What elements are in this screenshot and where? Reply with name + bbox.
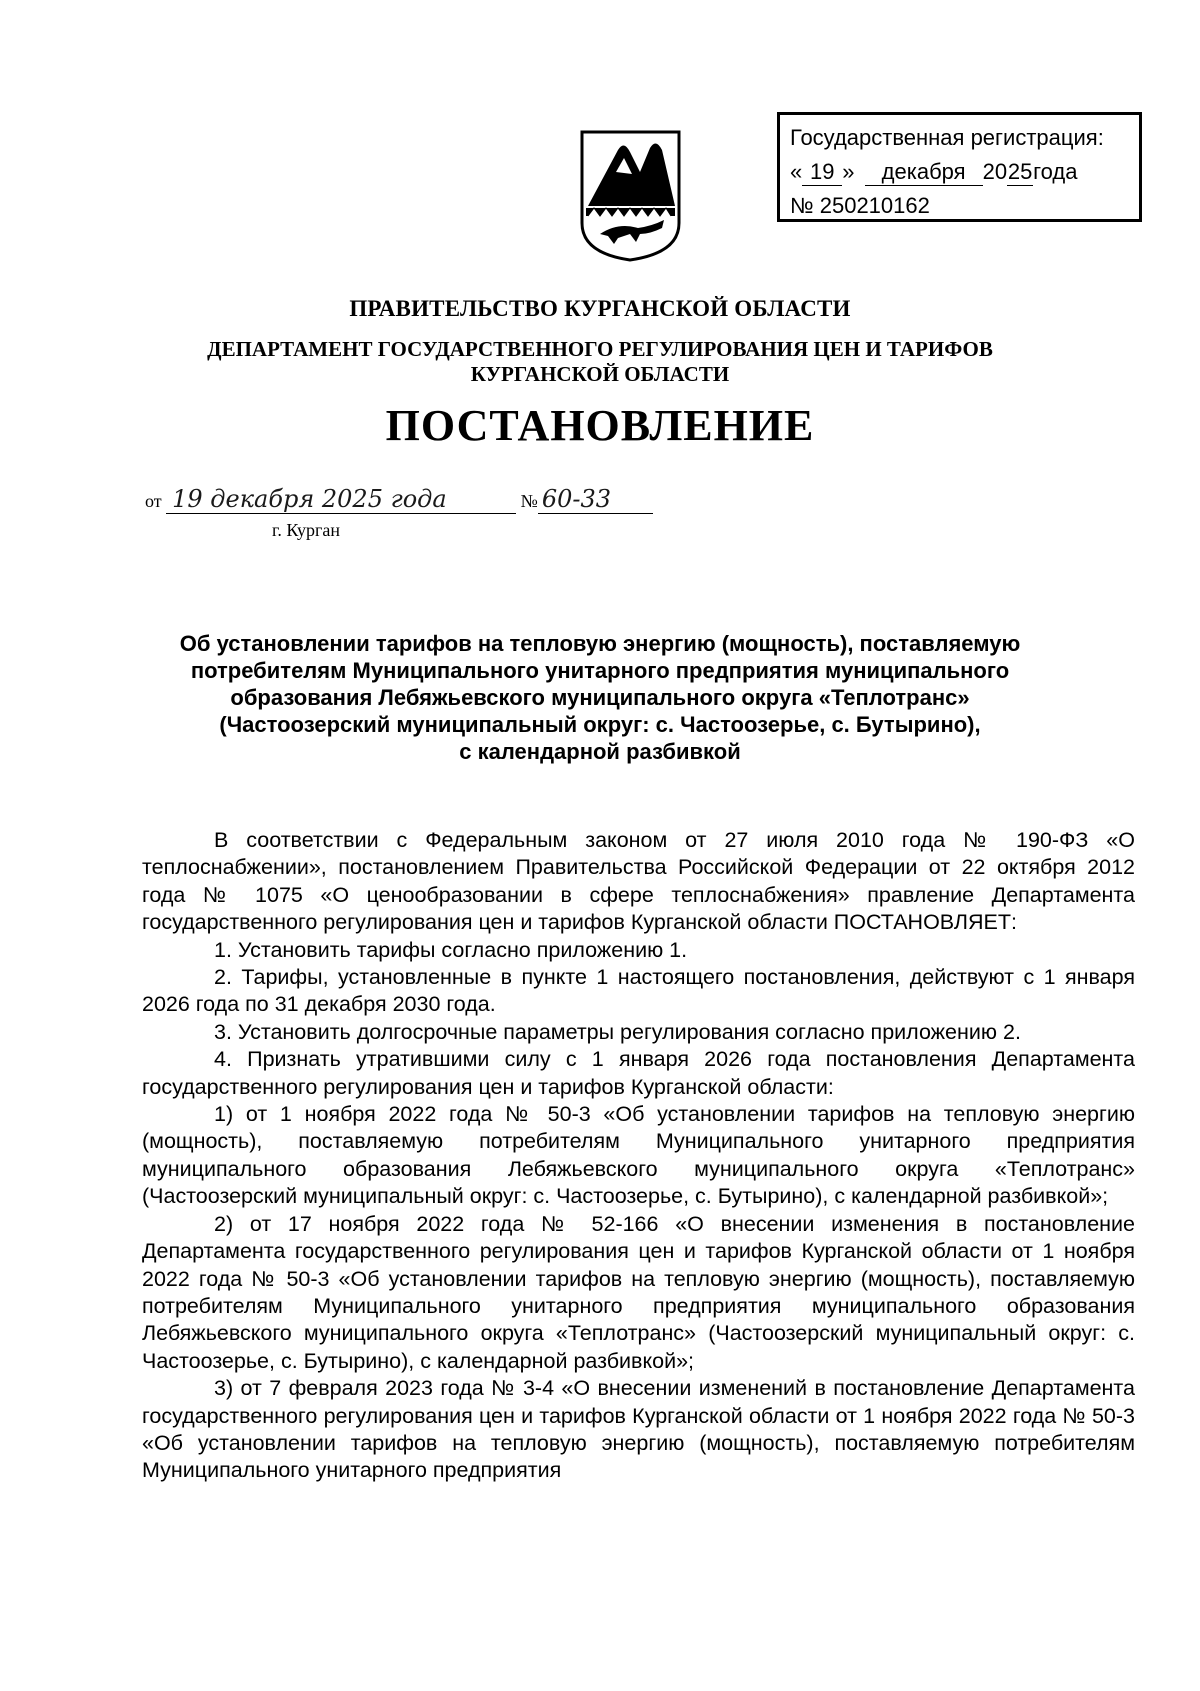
- document-subject: Об установлении тарифов на тепловую энергию (мощность), поставляемую потребителям Муниципального унитарного предприятия муниципального образования Лебяжьевского муниципального округа «Теплотранс» (Частоозерский муниципальный округ: с. Частоозерье, с. Бутырино), с календарной разбивкой: [179, 631, 1021, 764]
- registration-number-line: № 250210162: [790, 189, 1129, 223]
- clause-4: 4. Признать утратившими силу с 1 января 2026 года постановления Департамента государственного регулирования цен и тарифов Курганской области:: [142, 1047, 1135, 1099]
- handwritten-date: 19 декабря 2025 года: [166, 485, 516, 514]
- registration-title: Государственная регистрация:: [790, 125, 1104, 150]
- registration-number: 250210162: [820, 193, 1118, 220]
- coat-of-arms-emblem: [578, 128, 683, 263]
- registration-year: 25: [1007, 159, 1033, 184]
- document-body: [142, 827, 1135, 1485]
- city-label: г. Курган: [272, 520, 341, 540]
- clause-1: 1. Установить тарифы согласно приложению 1.: [214, 937, 688, 962]
- clause-4-item-1: 1) от 1 ноября 2022 года № 50-3 «Об установлении тарифов на тепловую энергию (мощность), поставляемую потребителям Муниципального унитарного предприятия муниципального образования Лебяжьевского муниципального округа «Теплотранс» (Частоозерский муниципальный округ: с. Частоозерье, с. Бутырино), с календарной разбивкой»;: [142, 1102, 1135, 1209]
- preamble-paragraph: В соответствии с Федеральным законом от 27 июля 2010 года № 190-ФЗ «О теплоснабжении», постановлением Правительства Российской Федерации от 22 октября 2012 года № 1075 «О ценообразовании в сфере теплоснабжения» правление Департамента государственного регулирования цен и тарифов Курганской области ПОСТАНОВЛЯЕТ:: [142, 828, 1135, 935]
- clause-3: 3. Установить долгосрочные параметры регулирования согласно приложению 2.: [214, 1019, 1021, 1044]
- government-heading: ПРАВИТЕЛЬСТВО КУРГАНСКОЙ ОБЛАСТИ: [349, 296, 851, 321]
- clause-4-item-3: 3) от 7 февраля 2023 года № 3-4 «О внесении изменений в постановление Департамента государственного регулирования цен и тарифов Курганской области от 1 ноября 2022 года № 50-3 «Об установлении тарифов на тепловую энергию (мощность), поставляемую потребителям Муниципального унитарного предприятия: [142, 1376, 1135, 1483]
- registration-stamp: [777, 112, 1142, 222]
- department-heading: ДЕПАРТАМЕНТ ГОСУДАРСТВЕННОГО РЕГУЛИРОВАНИЯ ЦЕН И ТАРИФОВ КУРГАНСКОЙ ОБЛАСТИ: [207, 337, 993, 386]
- date-number-line: от 19 декабря 2025 года № 60-33: [145, 485, 653, 514]
- registration-day: 19: [802, 159, 842, 186]
- registration-month: декабря: [865, 159, 983, 186]
- registration-date: « 19 » декабря 2025года: [790, 159, 1078, 184]
- document-type-title: ПОСТАНОВЛЕНИЕ: [385, 401, 815, 450]
- clause-2: 2. Тарифы, установленные в пункте 1 настоящего постановления, действуют с 1 января 2026 года по 31 декабря 2030 года.: [142, 965, 1135, 1017]
- clause-4-item-2: 2) от 17 ноября 2022 года № 52-166 «О внесении изменения в постановление Департамента государственного регулирования цен и тарифов Курганской области от 1 ноября 2022 года № 50-3 «Об установлении тарифов на тепловую энергию (мощность), поставляемую потребителям Муниципального унитарного предприятия муниципального образования Лебяжьевского муниципального округа «Теплотранс» (Частоозерский муниципальный округ: с. Частоозерье, с. Бутырино), с календарной разбивкой»;: [142, 1211, 1135, 1373]
- handwritten-number: 60-33: [538, 485, 653, 514]
